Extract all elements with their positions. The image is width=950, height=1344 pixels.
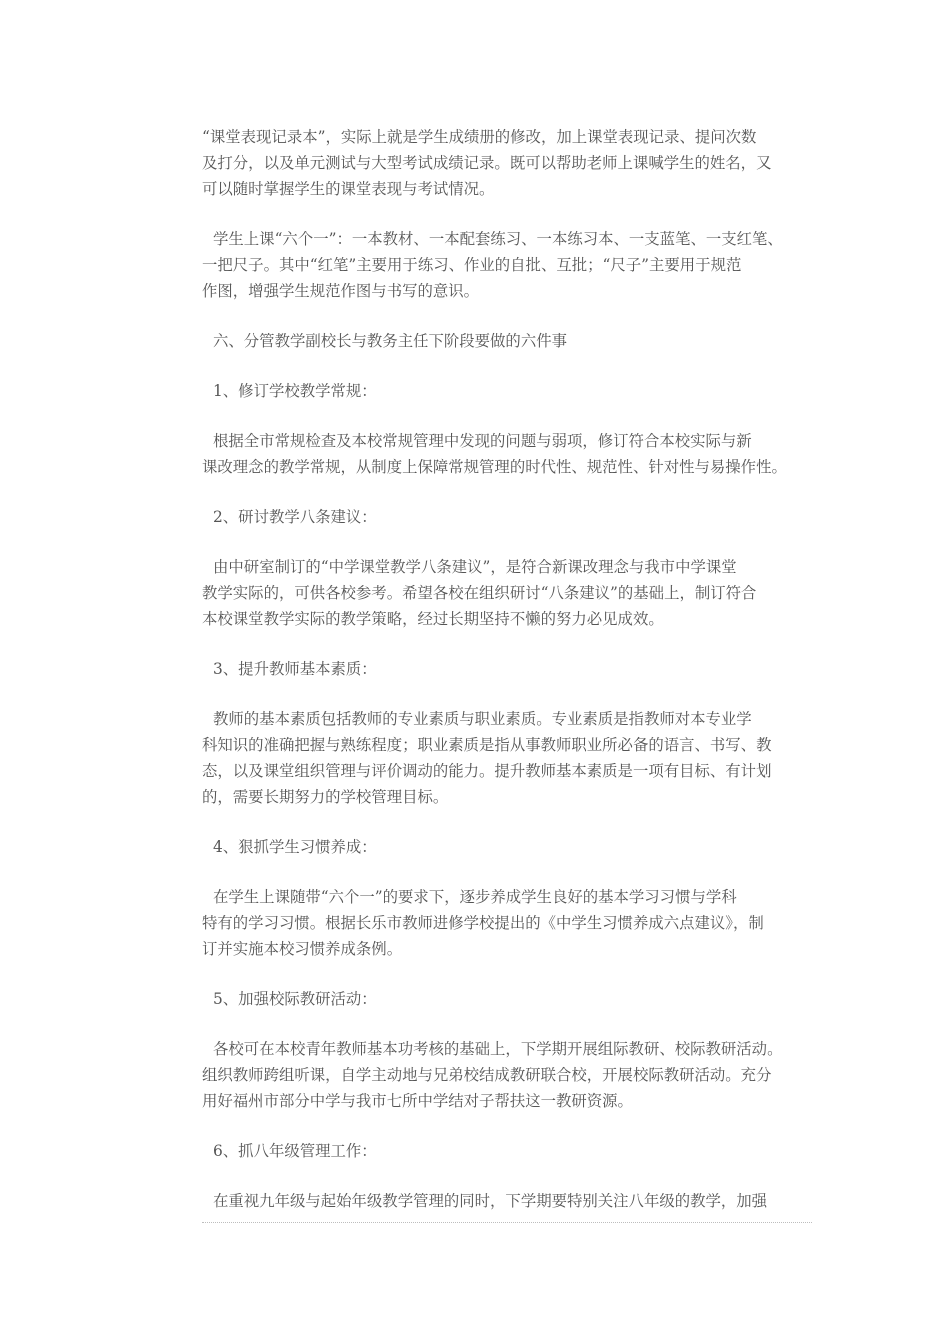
text-line: 的，需要长期努力的学校管理目标。	[202, 788, 449, 806]
text-line: 由中研室制订的“中学课堂教学八条建议”，是符合新课改理念与我市中学课堂	[213, 558, 737, 576]
text-line: 作图，增强学生规范作图与书写的意识。	[202, 282, 480, 300]
text-line: 一把尺子。其中“红笔”主要用于练习、作业的自批、互批；“尺子”主要用于规范	[202, 256, 742, 274]
text-line: 课改理念的教学常规，从制度上保障常规管理的时代性、规范性、针对性与易操作性。	[202, 458, 787, 476]
paragraph-item-4	[202, 884, 812, 962]
paragraph-item-5	[202, 1036, 812, 1114]
text-line: “课堂表现记录本”，实际上就是学生成绩册的修改，加上课堂表现记录、提问次数	[202, 128, 757, 146]
text-line: 特有的学习习惯。根据长乐市教师进修学校提出的《中学生习惯养成六点建议》，制	[202, 914, 764, 932]
text-line: 用好福州市部分中学与我市七所中学结对子帮扶这一教研资源。	[202, 1092, 633, 1110]
text-line: 教学实际的，可供各校参考。希望各校在组织研讨“八条建议”的基础上，制订符合	[202, 584, 757, 602]
paragraph-six-items	[202, 226, 812, 304]
item-heading-1: 1、修订学校教学常规：	[213, 382, 377, 400]
text-line: 组织教师跨组听课，自学主动地与兄弟校结成教研联合校，开展校际教研活动。充分	[202, 1066, 772, 1084]
paragraph-item-6	[202, 1188, 812, 1223]
text-line: 在学生上课随带“六个一”的要求下，逐步养成学生良好的基本学习习惯与学科	[213, 888, 737, 906]
text-line: 在重视九年级与起始年级教学管理的同时，下学期要特别关注八年级的教学，加强	[213, 1192, 768, 1210]
section-heading-six-tasks: 六、分管教学副校长与教务主任下阶段要做的六件事	[213, 332, 567, 350]
item-heading-2: 2、研讨教学八条建议：	[213, 508, 377, 526]
text-line: 根据全市常规检查及本校常规管理中发现的问题与弱项，修订符合本校实际与新	[213, 432, 752, 450]
item-heading-4: 4、狠抓学生习惯养成：	[213, 838, 377, 856]
text-line: 及打分，以及单元测试与大型考试成绩记录。既可以帮助老师上课喊学生的姓名，又	[202, 154, 772, 172]
text-line: 可以随时掌握学生的课堂表现与考试情况。	[202, 180, 495, 198]
item-heading-6: 6、抓八年级管理工作：	[213, 1142, 377, 1160]
item-heading-5: 5、加强校际教研活动：	[213, 990, 377, 1008]
document-body	[202, 124, 812, 1223]
paragraph-record-book	[202, 124, 812, 202]
text-line: 订并实施本校习惯养成条例。	[202, 940, 403, 958]
text-line: 教师的基本素质包括教师的专业素质与职业素质。专业素质是指教师对本专业学	[213, 710, 752, 728]
paragraph-item-3	[202, 706, 812, 810]
paragraph-item-1	[202, 428, 812, 480]
paragraph-item-2	[202, 554, 812, 632]
text-line: 学生上课“六个一”：一本教材、一本配套练习、一本练习本、一支蓝笔、一支红笔、	[213, 230, 783, 248]
text-line: 态，以及课堂组织管理与评价调动的能力。提升教师基本素质是一项有目标、有计划	[202, 762, 772, 780]
item-heading-3: 3、提升教师基本素质：	[213, 660, 377, 678]
text-line: 本校课堂教学实际的教学策略，经过长期坚持不懒的努力必见成效。	[202, 610, 664, 628]
text-line: 各校可在本校青年教师基本功考核的基础上，下学期开展组际教研、校际教研活动。	[213, 1040, 783, 1058]
text-line: 科知识的准确把握与熟练程度；职业素质是指从事教师职业所必备的语言、书写、教	[202, 736, 772, 754]
